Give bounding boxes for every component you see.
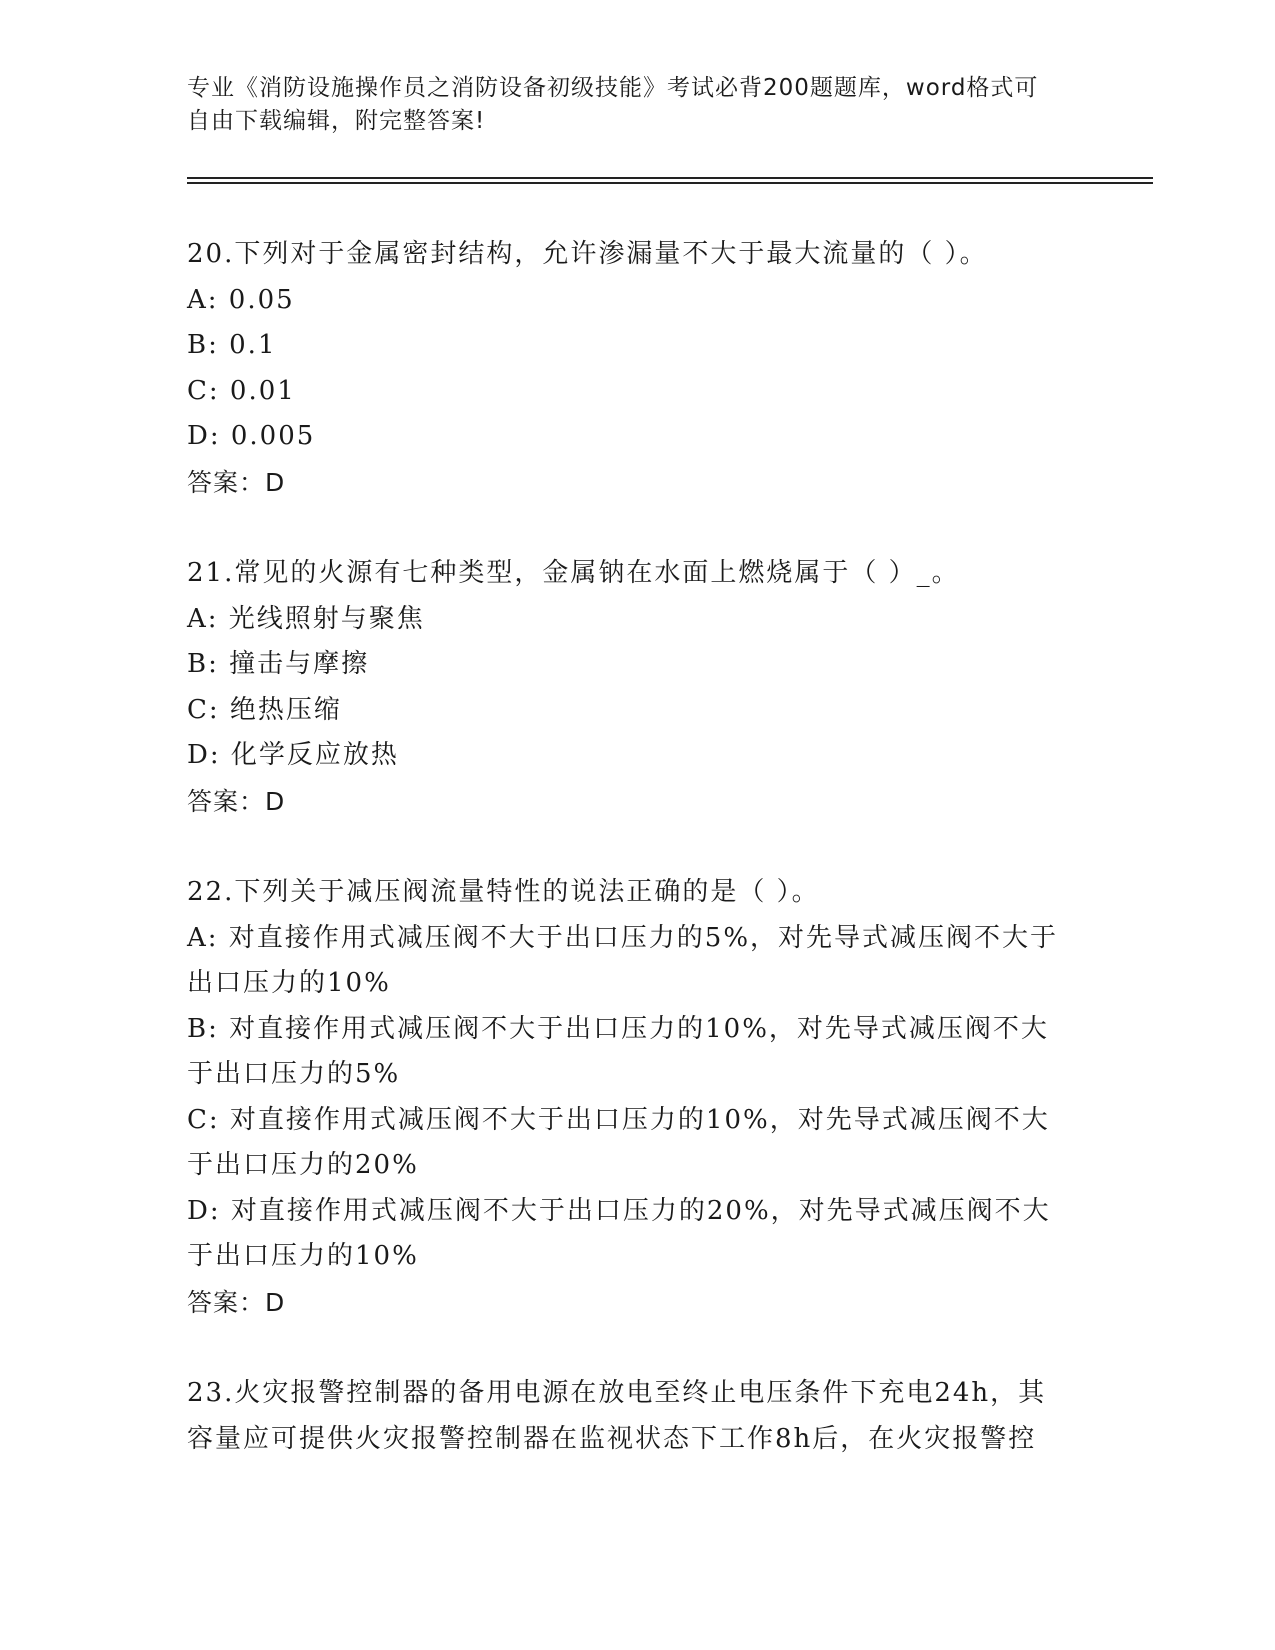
question-stem: 20.下列对于金属密封结构，允许渗漏量不大于最大流量的（ ）。	[187, 239, 988, 269]
header-line-1: 专业《消防设施操作员之消防设备初级技能》考试必背200题题库，word格式可	[187, 75, 1039, 101]
option-a-line-1: A: 对直接作用式减压阀不大于出口压力的5%，对先导式减压阀不大于	[187, 922, 1059, 953]
option-b-line-2: 于出口压力的5%	[187, 1059, 401, 1089]
option-d: D: 0.005	[187, 421, 316, 451]
option-b-line-1: B: 对直接作用式减压阀不大于出口压力的10%，对先导式减压阀不大	[187, 1013, 1049, 1044]
question-21	[187, 551, 1087, 824]
question-list	[187, 232, 1087, 1508]
answer: 答案：D	[187, 1287, 286, 1317]
option-c-line-2: 于出口压力的20%	[187, 1150, 419, 1180]
option-c-line-1: C: 对直接作用式减压阀不大于出口压力的10%，对先导式减压阀不大	[187, 1104, 1050, 1135]
question-stem-line-2: 容量应可提供火灾报警控制器在监视状态下工作8h后，在火灾报警控	[187, 1423, 1037, 1454]
question-stem: 21.常见的火源有七种类型，金属钠在水面上燃烧属于（ ）_。	[187, 558, 960, 588]
option-d-line-1: D: 对直接作用式减压阀不大于出口压力的20%，对先导式减压阀不大	[187, 1195, 1051, 1226]
option-a: A: 光线照射与聚焦	[187, 603, 425, 634]
question-23	[187, 1371, 1087, 1462]
header-line-2: 自由下载编辑，附完整答案!	[187, 108, 486, 134]
option-b: B: 0.1	[187, 330, 277, 360]
option-d-line-2: 于出口压力的10%	[187, 1241, 419, 1271]
document-header	[187, 72, 1077, 138]
question-stem-line-1: 23.火灾报警控制器的备用电源在放电至终止电压条件下充电24h，其	[187, 1378, 1047, 1408]
option-a: A: 0.05	[187, 284, 295, 315]
option-b: B: 撞击与摩擦	[187, 649, 370, 679]
question-22	[187, 870, 1087, 1325]
answer: 答案：D	[187, 786, 286, 816]
question-20	[187, 232, 1087, 505]
option-d: D: 化学反应放热	[187, 740, 399, 770]
question-stem: 22.下列关于减压阀流量特性的说法正确的是（ ）。	[187, 877, 820, 907]
option-a-line-2: 出口压力的10%	[187, 968, 391, 998]
answer: 答案：D	[187, 467, 286, 497]
header-divider-top	[187, 177, 1153, 179]
option-c: C: 绝热压缩	[187, 694, 342, 725]
header-divider-bottom	[187, 182, 1153, 184]
option-c: C: 0.01	[187, 375, 296, 406]
